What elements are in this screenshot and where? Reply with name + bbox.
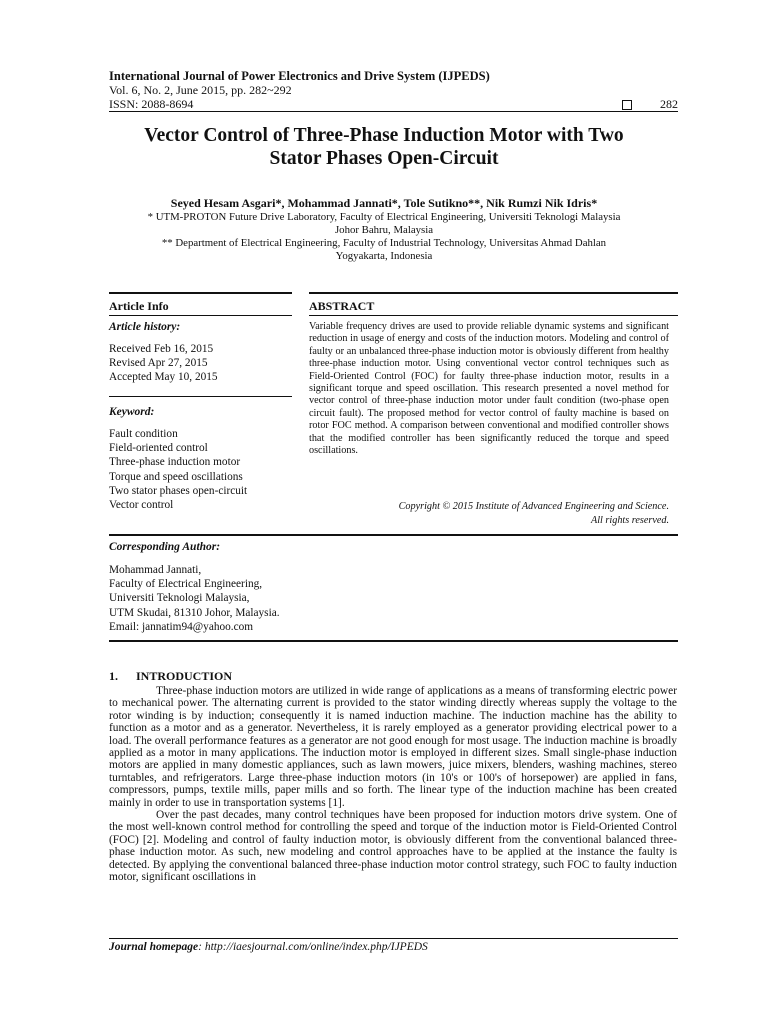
section-title: INTRODUCTION xyxy=(136,669,233,683)
keyword-item: Fault condition xyxy=(109,428,178,440)
journal-name: International Journal of Power Electronics and Drive System (IJPEDS) xyxy=(109,69,490,83)
journal-homepage xyxy=(109,941,428,953)
affiliation-line: * UTM-PROTON Future Drive Laboratory, Faculty of Electrical Engineering, Universiti Teknologi Malaysia xyxy=(147,211,621,223)
title-line: Vector Control of Three-Phase Induction Motor with Two xyxy=(144,125,624,146)
keyword-label: Keyword: xyxy=(109,406,155,418)
abstract-heading: ABSTRACT xyxy=(309,299,375,313)
corresponding-label: Corresponding Author: xyxy=(109,541,221,553)
issn: ISSN: 2088-8694 xyxy=(109,97,194,111)
history-rule xyxy=(109,396,292,397)
section-number: 1. xyxy=(109,669,118,683)
affiliation-line: Johor Bahru, Malaysia xyxy=(334,224,434,237)
homepage-url: : http://iaesjournal.com/online/index.php/IJPEDS xyxy=(198,941,428,953)
keyword-item: Vector control xyxy=(109,499,174,512)
copyright xyxy=(309,500,669,527)
square-box-icon xyxy=(622,100,632,110)
introduction-body xyxy=(109,685,677,884)
paragraph: Three-phase induction motors are utilized in wide range of applications as a means of transforming electric power to mechanical power. The alternating current is provided to the stator winding directly whereas supply the voltage to the rotor winding is by induction; consequently it is named induction machine. The induction machine has the ability to function as a motor and as a generator. Nevertheless, it is rarely employed as a generator providing electrical power to a load. The overall performance features as a generator are not good enough for most usage. The induction machine is broadly applied as a motor in many applications. The induction motor is employed in different sizes. Small single-phase induction motors are applied in many domestic appliances, such as lawn mowers, juice mixers, blenders, washing machines, stereo turntables, and refrigerators. Large three-phase induction motors (in 10's or 100's of horsepower) are applied in fans, compressors, pumps, textile mills, paper mills and so forth. The linear type of the induction machine has been created mainly in order to use in transportation systems [1]. xyxy=(109,685,677,809)
history-received: Received Feb 16, 2015 xyxy=(109,343,214,355)
homepage-label: Journal homepage xyxy=(109,941,199,953)
history-revised: Revised Apr 27, 2015 xyxy=(109,357,208,370)
paper-title xyxy=(100,124,668,170)
article-history xyxy=(109,342,218,385)
affiliation-line: ** Department of Electrical Engineering, Faculty of Industrial Technology, Universitas Ahmad Dahlan xyxy=(161,237,607,249)
keyword-item: Torque and speed oscillations xyxy=(109,470,243,483)
article-history-label: Article history: xyxy=(109,321,181,333)
abstract-text: Variable frequency drives are used to provide reliable dynamic systems and significant reduction in usage of energy and costs of the induction motors. Modeling and control of faulty or an unbalanced three-phase induction motor is obviously different from healthy three-phase induction motor. Using conventional vector control techniques such as Field-Oriented Control (FOC) for faulty three-phase induction motor, results in a significant torque and speed oscillation. This research presented a novel method for vector control of three-phase induction motor under fault condition (two-phase open circuit fault). The proposed method for vector control of faulty machine is based on rotor FOC method. A comparison between conventional and modified controller shows that the modified controller has been significantly reduced the torque and speed oscillations. xyxy=(309,321,669,457)
section-heading xyxy=(109,669,232,684)
corresponding-line: Universiti Teknologi Malaysia, xyxy=(109,592,250,605)
article-info-heading: Article Info xyxy=(109,299,169,313)
corresponding-author xyxy=(109,563,280,634)
corresponding-line: UTM Skudai, 81310 Johor, Malaysia. xyxy=(109,606,280,619)
page-marker xyxy=(622,97,678,112)
paragraph: Over the past decades, many control techniques have been proposed for induction motors drive system. One of the most well-known control method for controlling the speed and torque of the induction motor is Field-Oriented Control (FOC) [2]. Modeling and control of faulty induction motor, is obviously different from the conventional balanced three-phase induction motor. As such, new modeling and control approaches have to be applied at the instance the faulty is detected. By applying the conventional balanced three-phase induction motor control strategy, such FOC to faulty induction motor, significant oscillations in xyxy=(109,809,677,884)
abstract-top-rule xyxy=(309,292,678,294)
keyword-item: Two stator phases open-circuit xyxy=(109,484,248,497)
article-info-top-rule xyxy=(109,292,292,294)
affiliation-2 xyxy=(100,237,668,263)
corresponding-email: Email: jannatim94@yahoo.com xyxy=(109,620,254,633)
history-accepted: Accepted May 10, 2015 xyxy=(109,371,218,384)
keyword-list xyxy=(109,427,247,512)
affiliation-line: Yogyakarta, Indonesia xyxy=(335,250,433,263)
abstract-rule xyxy=(309,315,678,316)
header-rule xyxy=(109,111,678,112)
corresponding-bottom-rule xyxy=(109,640,678,642)
corresponding-line: Mohammad Jannati, xyxy=(109,564,202,576)
authors: Seyed Hesam Asgari*, Mohammad Jannati*, Tole Sutikno**, Nik Rumzi Nik Idris* xyxy=(170,196,598,210)
copyright-line: All rights reserved. xyxy=(591,514,669,526)
corresponding-line: Faculty of Electrical Engineering, xyxy=(109,578,263,591)
title-line: Stator Phases Open-Circuit xyxy=(269,148,499,169)
copyright-line: Copyright © 2015 Institute of Advanced Engineering and Science. xyxy=(398,501,669,512)
corresponding-top-rule xyxy=(109,534,678,536)
affiliation-1 xyxy=(100,211,668,237)
footer-rule xyxy=(109,938,678,939)
article-info-rule xyxy=(109,315,292,316)
volume-info: Vol. 6, No. 2, June 2015, pp. 282~292 xyxy=(109,83,292,97)
keyword-item: Field-oriented control xyxy=(109,442,208,455)
page-number: 282 xyxy=(660,97,678,111)
keyword-item: Three-phase induction motor xyxy=(109,456,241,469)
